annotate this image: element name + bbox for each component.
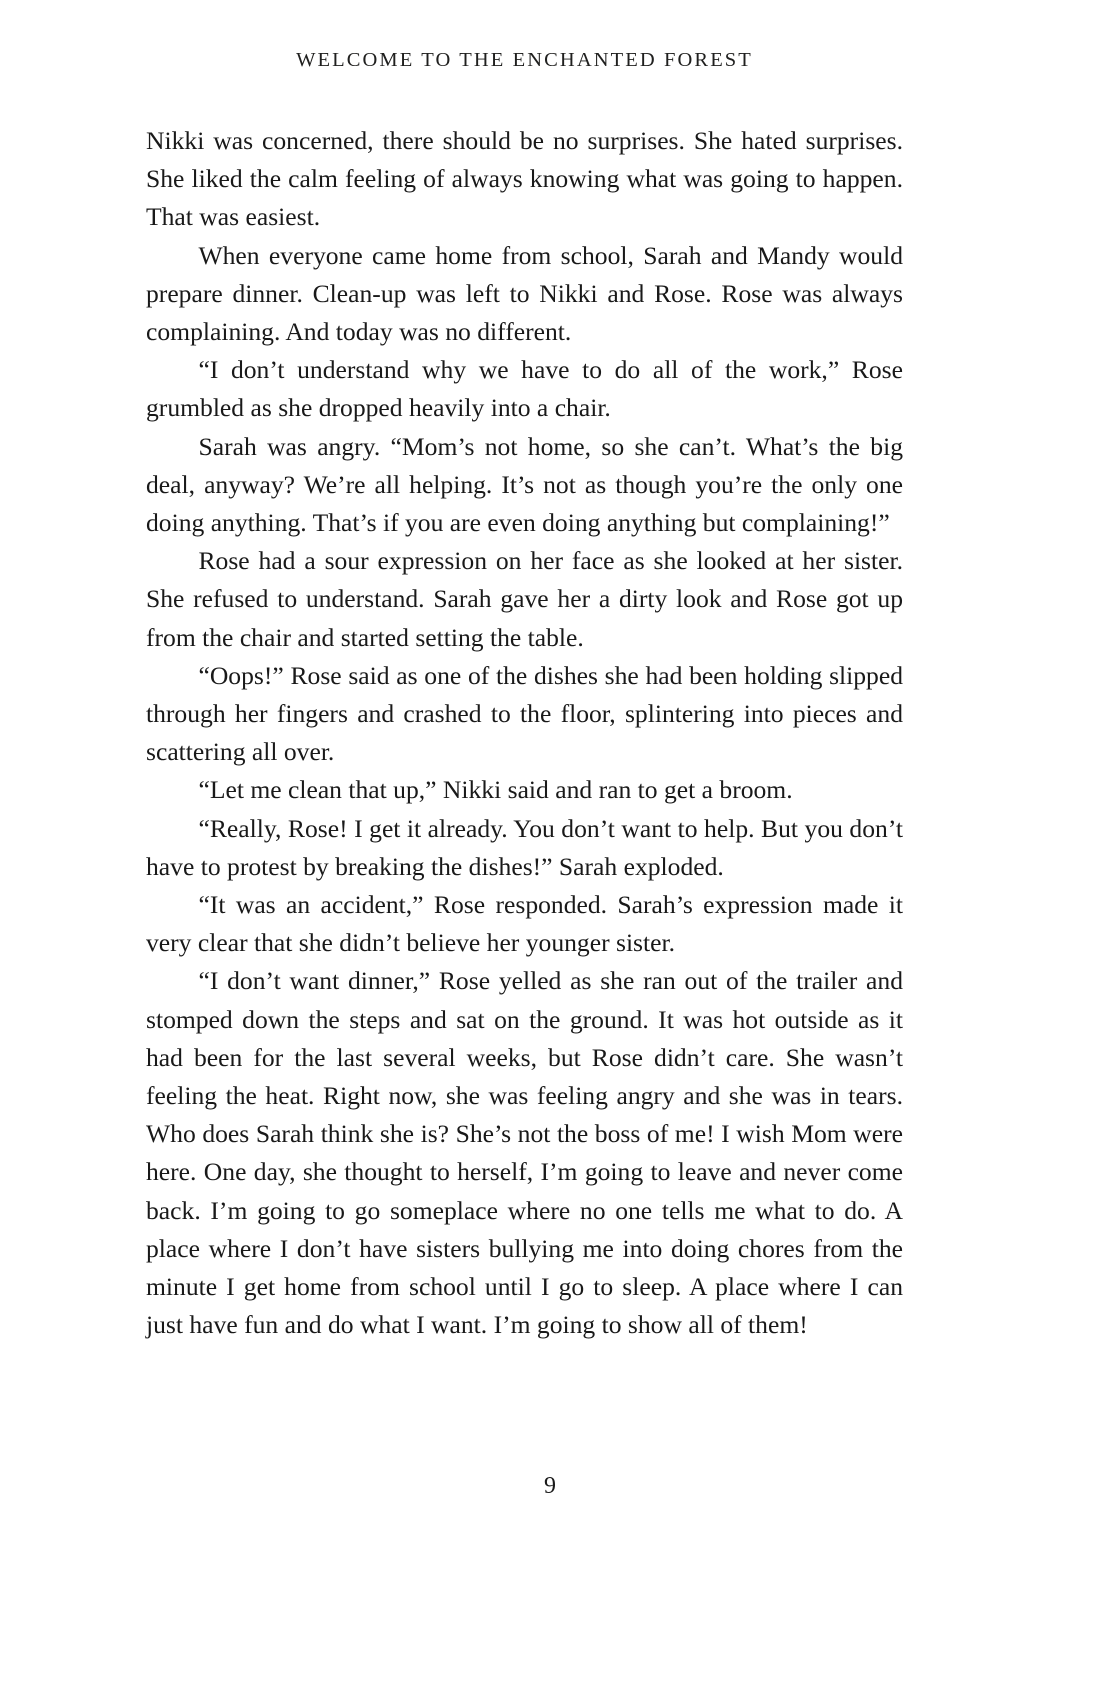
body-paragraph: “Really, Rose! I get it already. You don’t want to help. But you don’t have to protest by breaking the dishes!” Sarah exploded. [146, 813, 903, 881]
body-paragraph: Sarah was angry. “Mom’s not home, so she can’t. What’s the big deal, anyway? We’re all helping. It’s not as though you’re the only one doing anything. That’s if you are even doing anything but complaining!” [146, 431, 903, 538]
body-paragraph: Rose had a sour expression on her face as she looked at her sister. She refused to understand. Sarah gave her a dirty look and Rose got up from the chair and started setting the table. [146, 546, 903, 652]
body-paragraph: “It was an accident,” Rose responded. Sarah’s expression made it very clear that she didn’t believe her younger sister. [146, 890, 903, 958]
body-paragraph: When everyone came home from school, Sarah and Mandy would prepare dinner. Clean-up was left to Nikki and Rose. Rose was always complaining. And today was no different. [146, 240, 903, 347]
body-paragraph: “Let me clean that up,” Nikki said and ran to get a broom. [198, 775, 793, 805]
running-header: WELCOME TO THE ENCHANTED FOREST [296, 49, 753, 71]
body-text-block [146, 122, 903, 1345]
body-paragraph: “I don’t understand why we have to do all of the work,” Rose grumbled as she dropped heavily into a chair. [146, 355, 903, 423]
body-paragraph: “I don’t want dinner,” Rose yelled as she ran out of the trailer and stomped down the steps and sat on the ground. It was hot outside as it had been for the last several weeks, but Rose didn’t care. She wasn’t feeling the heat. Right now, she was feeling angry and she was in tears. Who does Sarah think she is? She’s not the boss of me! I wish Mom were here. One day, she thought to herself, I’m going to leave and never come back. I’m going to go someplace where no one tells me what to do. A place where I don’t have sisters bullying me into doing chores from the minute I get home from school until I go to sleep. A place where I can just have fun and do what I want. I’m going to show all of them! [146, 966, 903, 1340]
body-paragraph: Nikki was concerned, there should be no surprises. She hated surprises. She liked the calm feeling of always knowing what was going to happen. That was easiest. [146, 126, 903, 232]
body-paragraph: “Oops!” Rose said as one of the dishes she had been holding slipped through her fingers and crashed to the floor, splintering into pieces and scattering all over. [146, 660, 903, 767]
page-number: 9 [544, 1473, 556, 1499]
